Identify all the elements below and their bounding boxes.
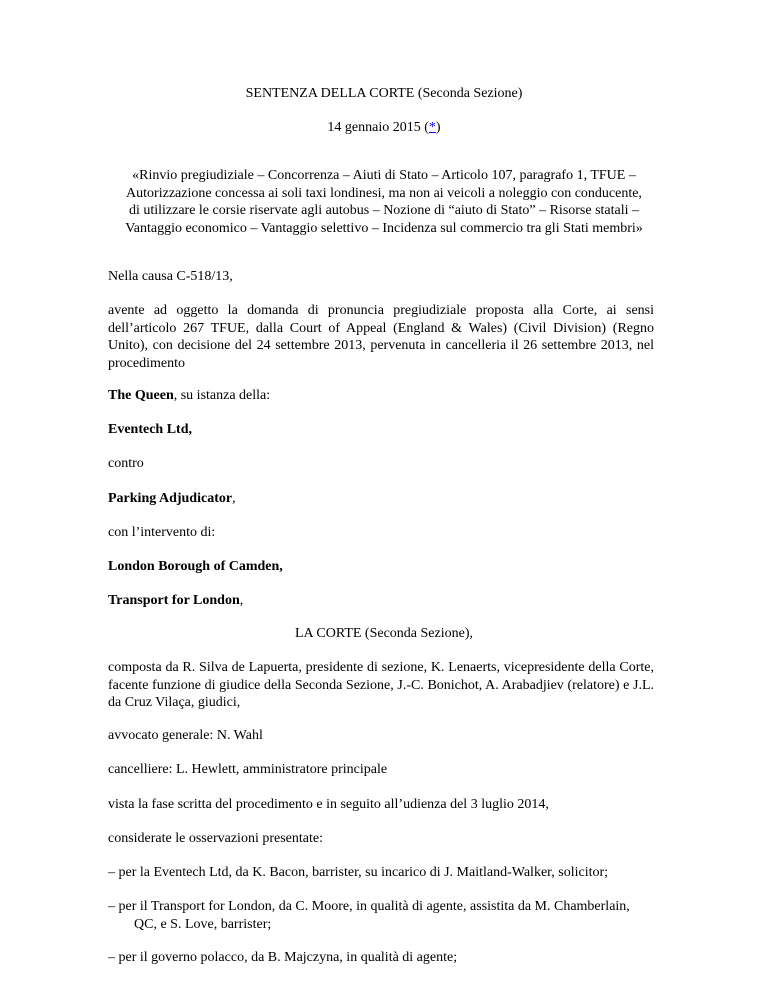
- queen-label: The Queen: [108, 388, 174, 403]
- tfl-label: Transport for London: [108, 593, 240, 608]
- summary-line-3: di utilizzare le corsie riservate agli autobus – Nozione di “aiuto di Stato” – Risorse statali –: [128, 203, 640, 218]
- summary-line-1: «Rinvio pregiudiziale – Concorrenza – Aiuti di Stato – Articolo 107, paragrafo 1, TFUE –: [132, 168, 636, 183]
- tfl-line: [108, 592, 654, 610]
- date-close: ): [435, 120, 441, 135]
- date-text: 14 gennaio 2015 (: [327, 120, 429, 135]
- queen-rest: , su istanza della:: [173, 388, 271, 403]
- case-number: Nella causa C‑518/13,: [108, 269, 233, 284]
- summary-line-2: Autorizzazione concessa ai soli taxi londinesi, ma non ai veicoli a noleggio con conducente,: [126, 185, 642, 201]
- parking-rest: ,: [232, 491, 236, 506]
- applicant-line: [108, 387, 654, 405]
- procedure-line: vista la fase scritta del procedimento e in seguito all’udienza del 3 luglio 2014,: [108, 797, 549, 812]
- parking-label: Parking Adjudicator: [108, 491, 233, 506]
- composition-paragraph: composta da R. Silva de Lapuerta, presidente di sezione, K. Lenaerts, vicepresidente della Corte, facente funzione di giudice della Seconda Sezione, J.‑C. Bonichot, A. Arabadjiev (relatore) e J.L. da Cruz Vilaça, giudici,: [108, 660, 654, 710]
- observation-item-2: – per il Transport for London, da C. Moore, in qualità di agente, assistita da M. Chamberlain, QC, e S. Love, barrister;: [108, 899, 630, 932]
- subject-paragraph: avente ad oggetto la domanda di pronuncia pregiudiziale proposta alla Corte, ai sensi dell’articolo 267 TFUE, dalla Court of Appeal (England & Wales) (Civil Division) (Regno Unito), con decisione del 24 settembre 2013, pervenuta in cancelleria il 26 settembre 2013, nel procedimento: [108, 303, 654, 371]
- court-heading: LA CORTE (Seconda Sezione),: [294, 626, 473, 641]
- contro-line: contro: [108, 456, 144, 471]
- observations-intro: considerate le osservazioni presentate:: [108, 831, 323, 846]
- camden-label: London Borough of Camden,: [108, 559, 283, 574]
- observation-item-1: – per la Eventech Ltd, da K. Bacon, barrister, su incarico di J. Maitland-Walker, solicitor;: [108, 865, 609, 880]
- camden-line: [108, 558, 654, 576]
- advocate-general-line: avvocato generale: N. Wahl: [108, 728, 263, 743]
- eventech-label: Eventech Ltd,: [108, 422, 192, 437]
- intervention-line: con l’intervento di:: [108, 525, 216, 540]
- court-title: SENTENZA DELLA CORTE (Seconda Sezione): [245, 86, 523, 101]
- footnote-link[interactable]: *: [428, 120, 436, 135]
- observation-item-3: – per il governo polacco, da B. Majczyna, in qualità di agente;: [108, 950, 458, 965]
- respondent-line: [108, 490, 654, 508]
- tfl-rest: ,: [239, 593, 244, 608]
- eventech-line: [108, 421, 654, 439]
- case-summary: [60, 167, 708, 237]
- summary-line-4: Vantaggio economico – Vantaggio selettivo – Incidenza sul commercio tra gli Stati membri»: [125, 220, 643, 236]
- judgment-date: [60, 119, 708, 137]
- registrar-line: cancelliere: L. Hewlett, amministratore principale: [108, 762, 388, 777]
